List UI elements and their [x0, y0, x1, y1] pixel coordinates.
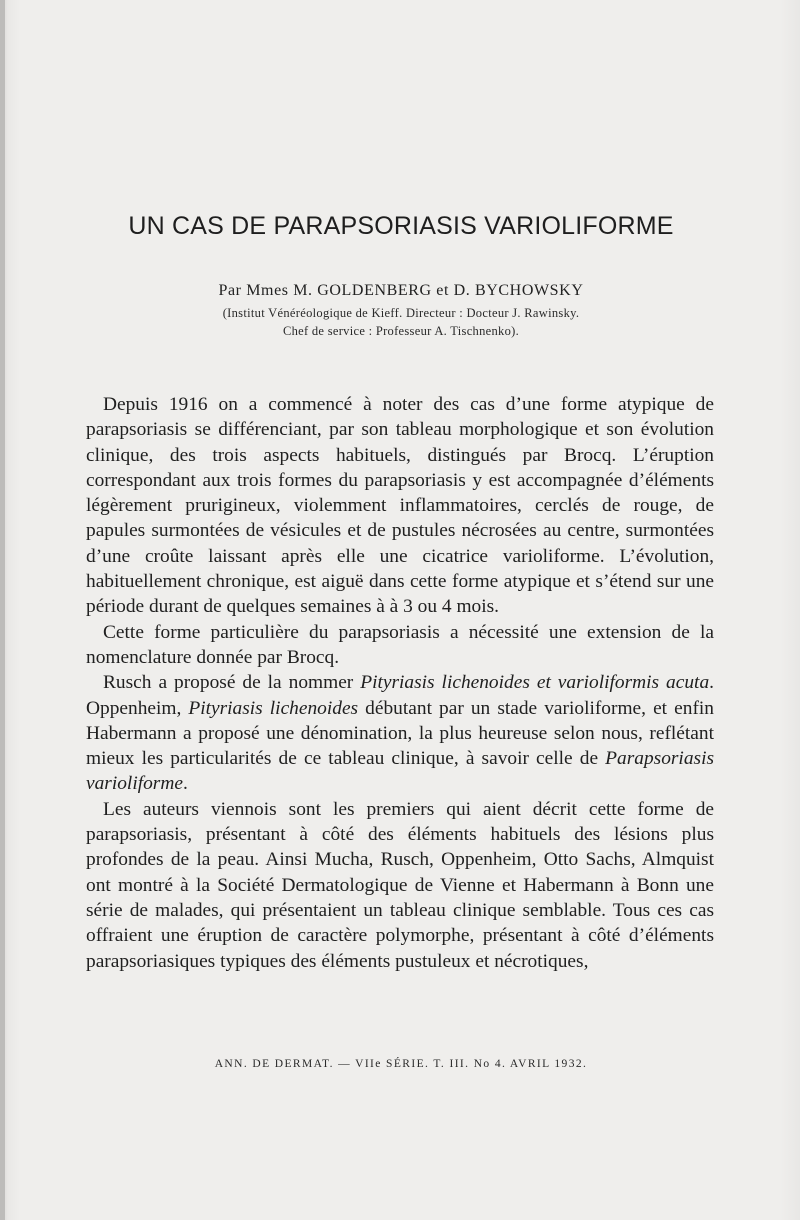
paragraph-2: Cette forme particulière du parapsoriasis a nécessité une extension de la nomenclature donnée par Brocq. — [86, 621, 714, 668]
authors-byline: Par Mmes M. GOLDENBERG et D. BYCHOWSKY — [218, 282, 584, 299]
paragraph-3-text-4: . — [182, 773, 188, 795]
affiliation-line-2: Chef de service : Professeur A. Tischnenko). — [282, 324, 520, 338]
paragraph-4: Les auteurs viennois sont les premiers qui aient décrit cette forme de parapsoriasis, présentant à côté des éléments habituels des lésions plus profondes de la peau. Ainsi Mucha, Rusch, Oppenheim, Otto Sachs, Almquist ont montré à la Société Dermatologique de Vienne et Habermann à Bonn une série de malades, qui présentaient un tableau clinique semblable. Tous ces cas offraient une éruption de caractère polymorphe, présentant à côté d’éléments parapsoriasiques typiques des éléments pustuleux et nécrotiques, — [86, 798, 714, 972]
paragraph-3-italic-1: Pityriasis lichenoides et varioliformis acuta — [360, 672, 710, 694]
paragraph-3-text-1: Rusch a proposé de la nommer — [103, 672, 361, 694]
article-body — [86, 392, 714, 974]
paragraph-3 — [86, 670, 714, 796]
paragraph-3-text-2: . Oppenheim, — [86, 672, 714, 719]
paragraph-3-italic-3: Parapsoriasis varioliforme — [86, 748, 714, 795]
page-edge-shadow — [0, 0, 5, 1220]
affiliation-line-1: (Institut Vénéréologique de Kieff. Directeur : Docteur J. Rawinsky. — [222, 306, 580, 320]
journal-footer: ANN. DE DERMAT. — VIIe SÉRIE. T. III. No 4. AVRIL 1932. — [214, 1058, 588, 1070]
article-title: UN CAS DE PARAPSORIASIS VARIOLIFORME — [128, 212, 674, 240]
paragraph-3-text-3: débutant par un stade varioliforme, et enfin Habermann a proposé une dénomination, la plus heureuse selon nous, reflétant mieux les particularités de ce tableau clinique, à savoir celle de — [86, 697, 714, 770]
paragraph-1: Depuis 1916 on a commencé à noter des cas d’une forme atypique de parapsoriasis se différenciant, par son tableau morphologique et son évolution clinique, des trois aspects habituels, distingués par Brocq. L’éruption correspondant aux trois formes du parapsoriasis y est accompagnée d’éléments légèrement prurigineux, violemment inflammatoires, cerclés de rouge, de papules surmontées de vésicules et de pustules nécrosées au centre, surmontées d’une croûte laissant après elle une cicatrice varioliforme. L’évolution, habituellement chronique, est aiguë dans cette forme atypique et s’étend sur une période durant de quelques semaines à à 3 ou 4 mois. — [86, 394, 714, 618]
paragraph-3-italic-2: Pityriasis lichenoides — [188, 697, 359, 719]
